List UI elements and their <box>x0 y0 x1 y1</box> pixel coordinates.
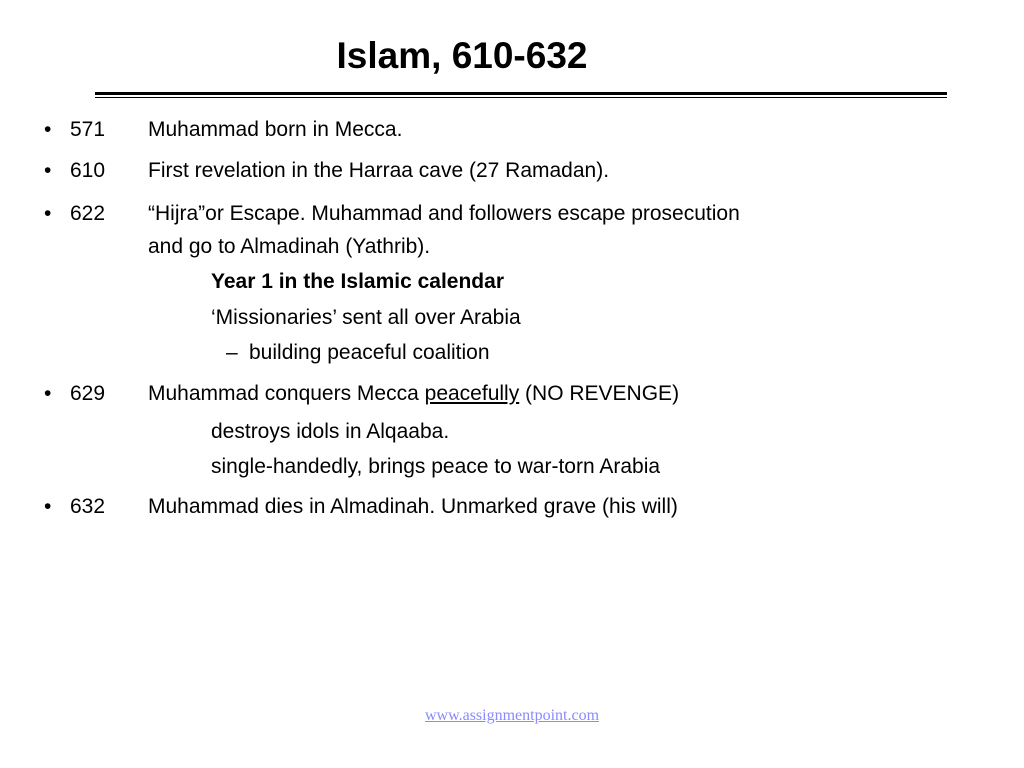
item-text-part: (NO REVENGE) <box>525 382 680 405</box>
footer-link[interactable]: www.assignmentpoint.com <box>424 707 600 724</box>
sub-item-text: single-handedly, brings peace to war-torn Arabia <box>211 455 661 478</box>
bullet-icon: • <box>44 159 52 182</box>
year-label: 610 <box>70 159 106 182</box>
continuation-text: and go to Almadinah (Yathrib). <box>148 235 431 258</box>
item-text-part: Muhammad conquers Mecca <box>148 382 419 405</box>
item-text <box>148 381 679 407</box>
item-text: Muhammad born in Mecca. <box>148 118 403 141</box>
year-label: 571 <box>70 118 106 141</box>
dash-bullet-icon: – <box>226 341 238 364</box>
bullet-icon: • <box>44 495 52 518</box>
item-text: Muhammad dies in Almadinah. Unmarked grave (his will) <box>148 495 678 518</box>
year-label: 622 <box>70 202 106 225</box>
sub-item-text: ‘Missionaries’ sent all over Arabia <box>211 306 521 329</box>
sub-sub-item-text: building peaceful coalition <box>249 341 490 364</box>
bullet-icon: • <box>44 118 52 141</box>
sub-item-text: destroys idols in Alqaaba. <box>211 420 450 443</box>
year-label: 632 <box>70 495 106 518</box>
title-rule-thin <box>95 97 947 98</box>
item-text: “Hijra”or Escape. Muhammad and followers escape prosecution <box>148 202 740 225</box>
year-label: 629 <box>70 382 106 405</box>
slide-title: Islam, 610-632 <box>336 35 588 76</box>
underlined-word: peacefully <box>424 382 520 405</box>
bullet-icon: • <box>44 382 52 405</box>
item-text: First revelation in the Harraa cave (27 Ramadan). <box>148 159 610 182</box>
title-rule-thick <box>95 92 947 95</box>
sub-item-text: Year 1 in the Islamic calendar <box>211 270 504 293</box>
bullet-icon: • <box>44 202 52 225</box>
